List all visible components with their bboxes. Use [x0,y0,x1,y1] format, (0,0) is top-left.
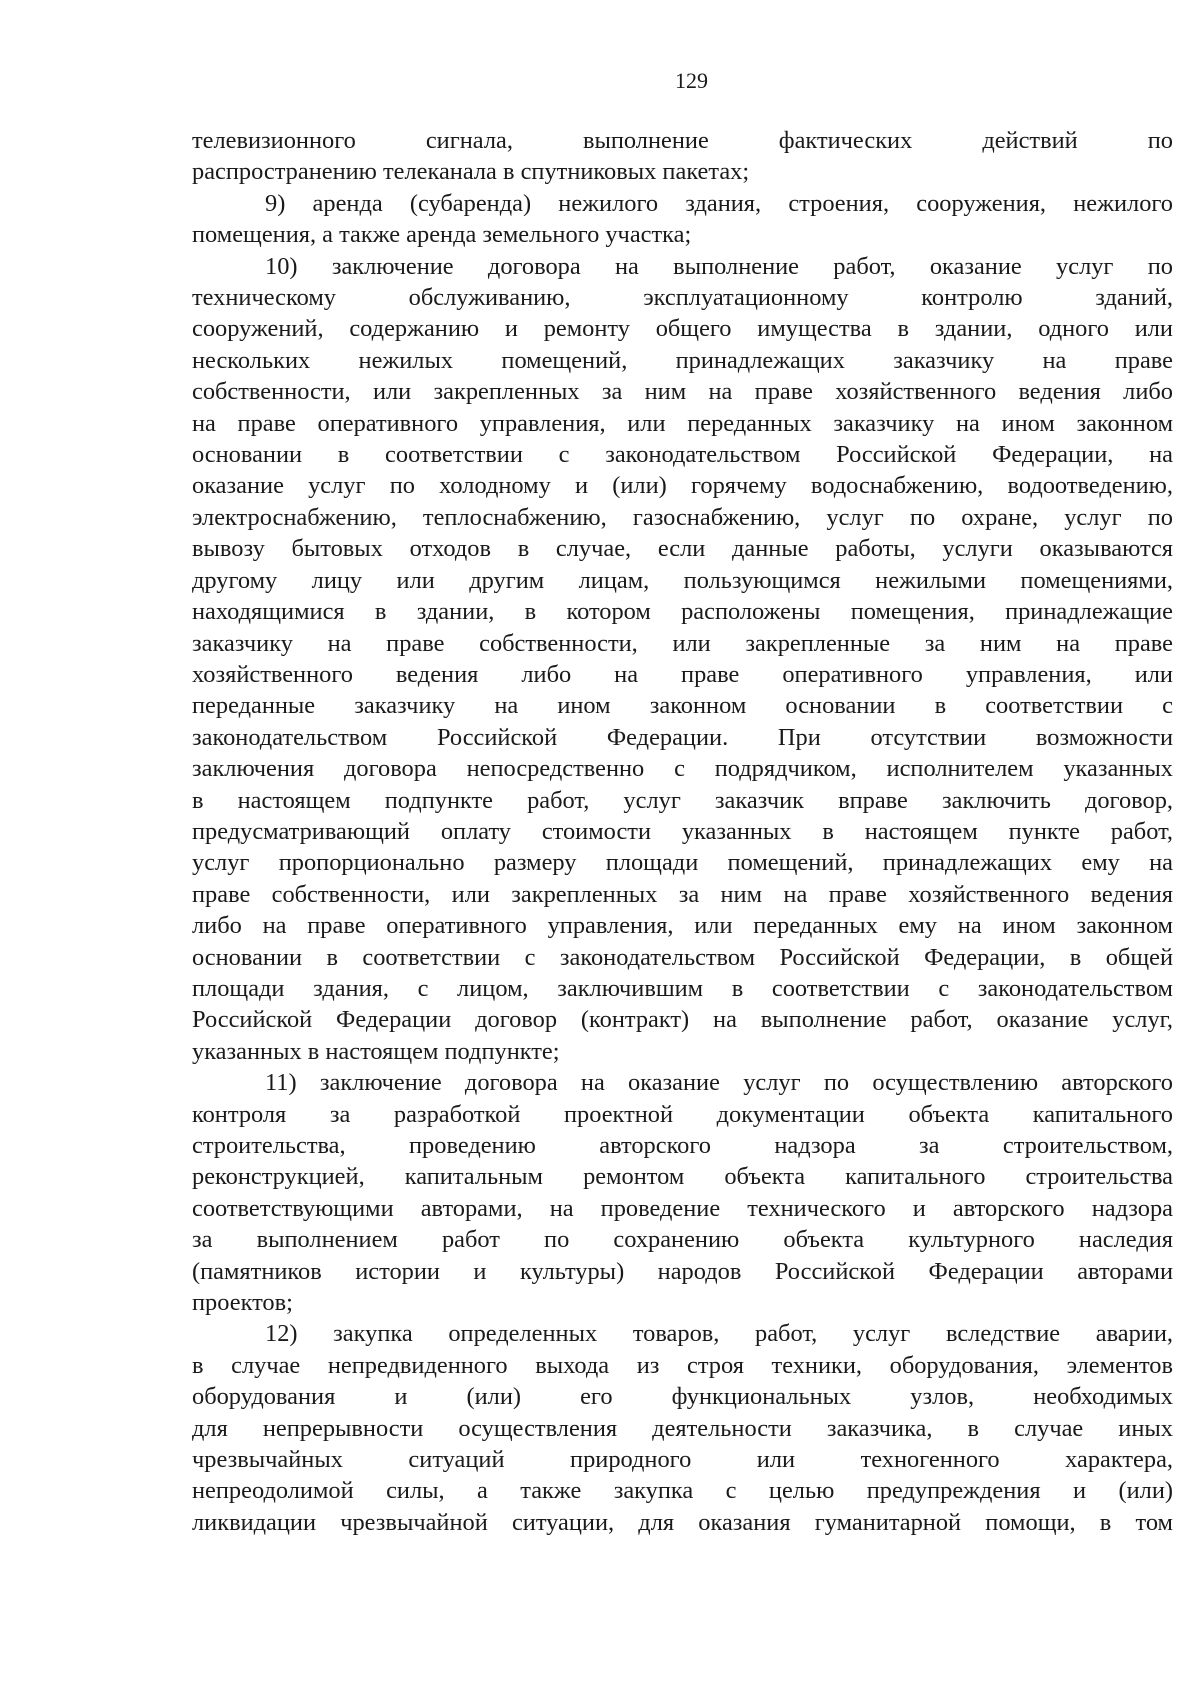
text-line: для непрерывности осуществления деятельности заказчика, в случае иных [192,1414,1173,1442]
text-line: ликвидации чрезвычайной ситуации, для оказания гуманитарной помощи, в том [192,1508,1173,1536]
text-line: контроля за разработкой проектной документации объекта капитального [192,1100,1173,1128]
text-line: оказание услуг по холодному и (или) горячему водоснабжению, водоотведению, [192,472,1173,500]
text-line: 9) аренда (субаренда) нежилого здания, строения, сооружения, нежилого [265,189,1173,217]
text-line: переданные заказчику на ином законном основании в соответствии с [192,692,1173,720]
text-line: распространению телеканала в спутниковых пакетах; [192,158,750,186]
text-line: заказчику на праве собственности, или закрепленные за ним на праве [192,629,1173,657]
text-line: основании в соответствии с законодательством Российской Федерации, на [192,441,1173,469]
text-line: указанных в настоящем подпункте; [192,1037,560,1065]
text-line: 10) заключение договора на выполнение работ, оказание услуг по [265,252,1173,280]
text-line: в случае непредвиденного выхода из строя техники, оборудования, элементов [192,1351,1173,1379]
text-line: техническому обслуживанию, эксплуатационному контролю зданий, [192,284,1173,312]
text-line: площади здания, с лицом, заключившим в соответствии с законодательством [192,974,1173,1002]
text-line: соответствующими авторами, на проведение технического и авторского надзора [192,1194,1173,1222]
text-line: чрезвычайных ситуаций природного или техногенного характера, [192,1446,1173,1474]
text-line: находящимися в здании, в котором расположены помещения, принадлежащие [192,598,1173,626]
text-line: оборудования и (или) его функциональных узлов, необходимых [192,1383,1173,1411]
text-line: за выполнением работ по сохранению объекта культурного наследия [192,1226,1173,1254]
text-line: предусматривающий оплату стоимости указанных в настоящем пункте работ, [192,817,1173,845]
text-line: заключения договора непосредственно с подрядчиком, исполнителем указанных [192,755,1173,783]
page-number: 129 [675,68,708,93]
text-line: основании в соответствии с законодательством Российской Федерации, в общей [192,943,1173,971]
text-line: помещения, а также аренда земельного участка; [192,221,692,249]
text-line: проектов; [192,1289,293,1317]
text-line: строительства, проведению авторского надзора за строительством, [192,1132,1173,1159]
text-line: телевизионного сигнала, выполнение фактических действий по [192,127,1173,154]
document-body [192,125,1173,1538]
text-line: Российской Федерации договор (контракт) на выполнение работ, оказание услуг, [192,1006,1173,1034]
text-line: либо на праве оперативного управления, или переданных ему на ином законном [192,912,1173,940]
text-line: другому лицу или другим лицам, пользующимся нежилыми помещениями, [192,566,1173,594]
text-line: услуг пропорционально размеру площади помещений, принадлежащих ему на [192,849,1173,877]
text-line: 11) заключение договора на оказание услуг по осуществлению авторского [265,1069,1173,1097]
text-line: непреодолимой силы, а также закупка с целью предупреждения и (или) [192,1477,1173,1505]
text-line: реконструкцией, капитальным ремонтом объекта капитального строительства [192,1163,1173,1191]
text-line: вывозу бытовых отходов в случае, если данные работы, услуги оказываются [192,535,1173,563]
text-line: в настоящем подпункте работ, услуг заказчик вправе заключить договор, [192,786,1173,814]
text-line: хозяйственного ведения либо на праве оперативного управления, или [192,660,1173,688]
text-line: собственности, или закрепленных за ним на праве хозяйственного ведения либо [192,378,1173,406]
text-line: (памятников истории и культуры) народов Российской Федерации авторами [192,1257,1173,1285]
text-line: праве собственности, или закрепленных за ним на праве хозяйственного ведения [192,880,1173,908]
text-line: электроснабжению, теплоснабжению, газоснабжению, услуг по охране, услуг по [192,503,1173,531]
text-line: законодательством Российской Федерации. При отсутствии возможности [192,723,1173,751]
text-line: на праве оперативного управления, или переданных заказчику на ином законном [192,409,1173,437]
text-line: нескольких нежилых помещений, принадлежащих заказчику на праве [192,346,1173,374]
text-line: 12) закупка определенных товаров, работ, услуг вследствие аварии, [265,1320,1173,1348]
text-line: сооружений, содержанию и ремонту общего имущества в здании, одного или [192,315,1173,343]
